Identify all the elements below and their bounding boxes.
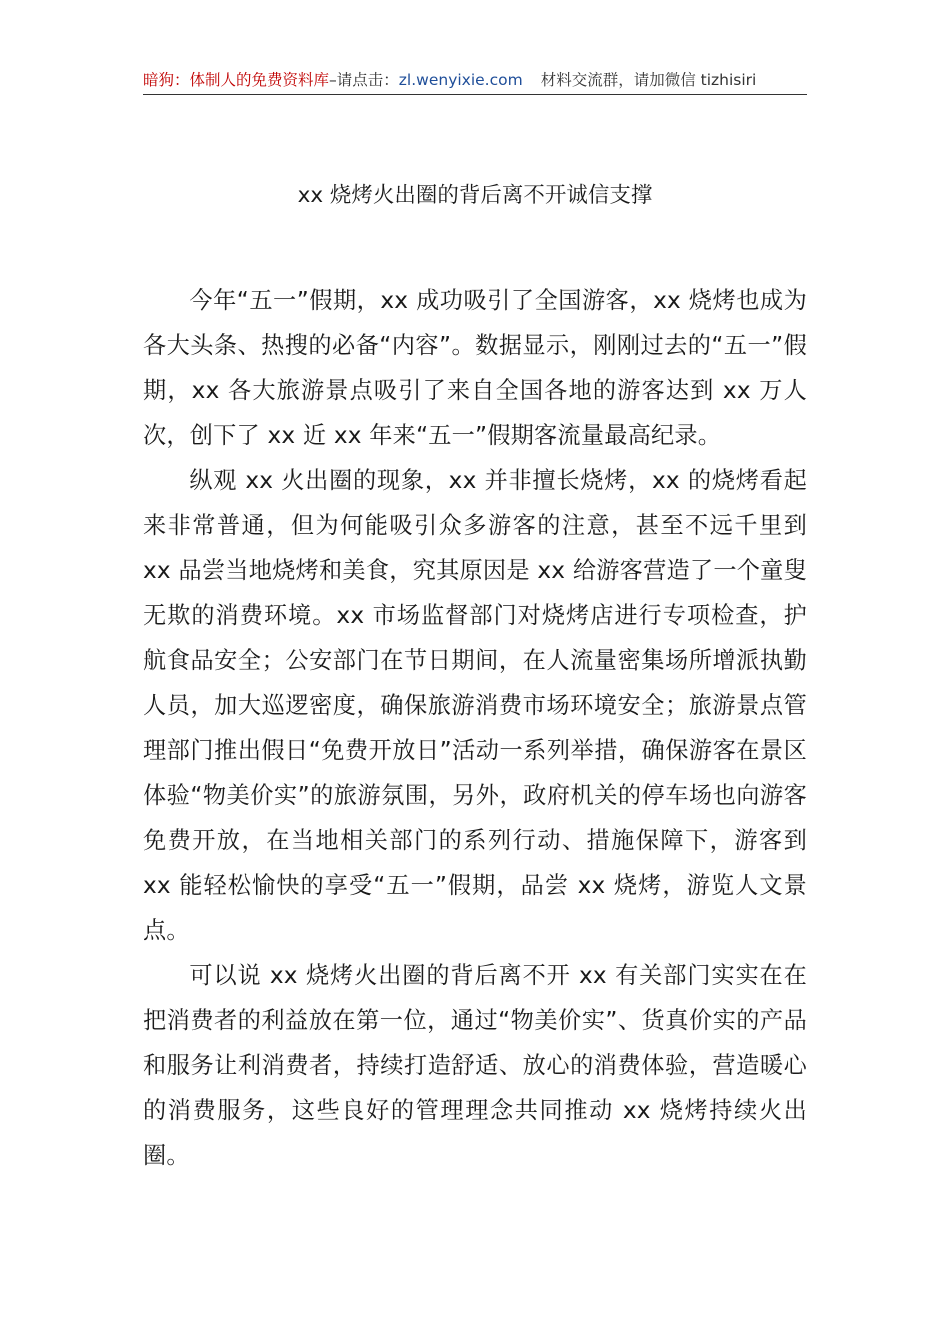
document-title: xx 烧烤火出圈的背后离不开诚信支撑 bbox=[297, 183, 653, 208]
document-body bbox=[143, 278, 807, 1178]
header-prompt-text: –请点击： bbox=[329, 71, 399, 89]
paragraph-2: 纵观 xx 火出圈的现象，xx 并非擅长烧烤，xx 的烧烤看起来非常普通，但为何能吸引众多游客的注意，甚至不远千里到 xx 品尝当地烧烤和美食，究其原因是 xx 给游客营造了一个童叟无欺的消费环境。xx 市场监督部门对烧烤店进行专项检查，护航食品安全；公安部门在节日期间，在人流量密集场所增派执勤人员，加大巡逻密度，确保旅游消费市场环境安全；旅游景点管理部门推出假日“免费开放日”活动一系列举措，确保游客在景区体验“物美价实”的旅游氛围，另外，政府机关的停车场也向游客免费开放，在当地相关部门的系列行动、措施保障下，游客到 xx 能轻松愉快的享受“五一”假期，品尝 xx 烧烤，游览人文景点。 bbox=[143, 467, 807, 944]
page-header bbox=[143, 66, 807, 95]
header-link[interactable]: zl.wenyixie.com bbox=[398, 71, 523, 89]
header-brand-text: 暗狗：体制人的免费资料库 bbox=[143, 71, 330, 89]
header-wechat-text: 材料交流群，请加微信 tizhisiri bbox=[540, 71, 757, 89]
paragraph-3: 可以说 xx 烧烤火出圈的背后离不开 xx 有关部门实实在在把消费者的利益放在第一位，通过“物美价实”、货真价实的产品和服务让利消费者，持续打造舒适、放心的消费体验，营造暖心的消费服务，这些良好的管理理念共同推动 xx 烧烤持续火出圈。 bbox=[143, 962, 807, 1169]
paragraph-1: 今年“五一”假期，xx 成功吸引了全国游客，xx 烧烤也成为各大头条、热搜的必备“内容”。数据显示，刚刚过去的“五一”假期，xx 各大旅游景点吸引了来自全国各地的游客达到 xx 万人次，创下了 xx 近 xx 年来“五一”假期客流量最高纪录。 bbox=[143, 287, 807, 449]
